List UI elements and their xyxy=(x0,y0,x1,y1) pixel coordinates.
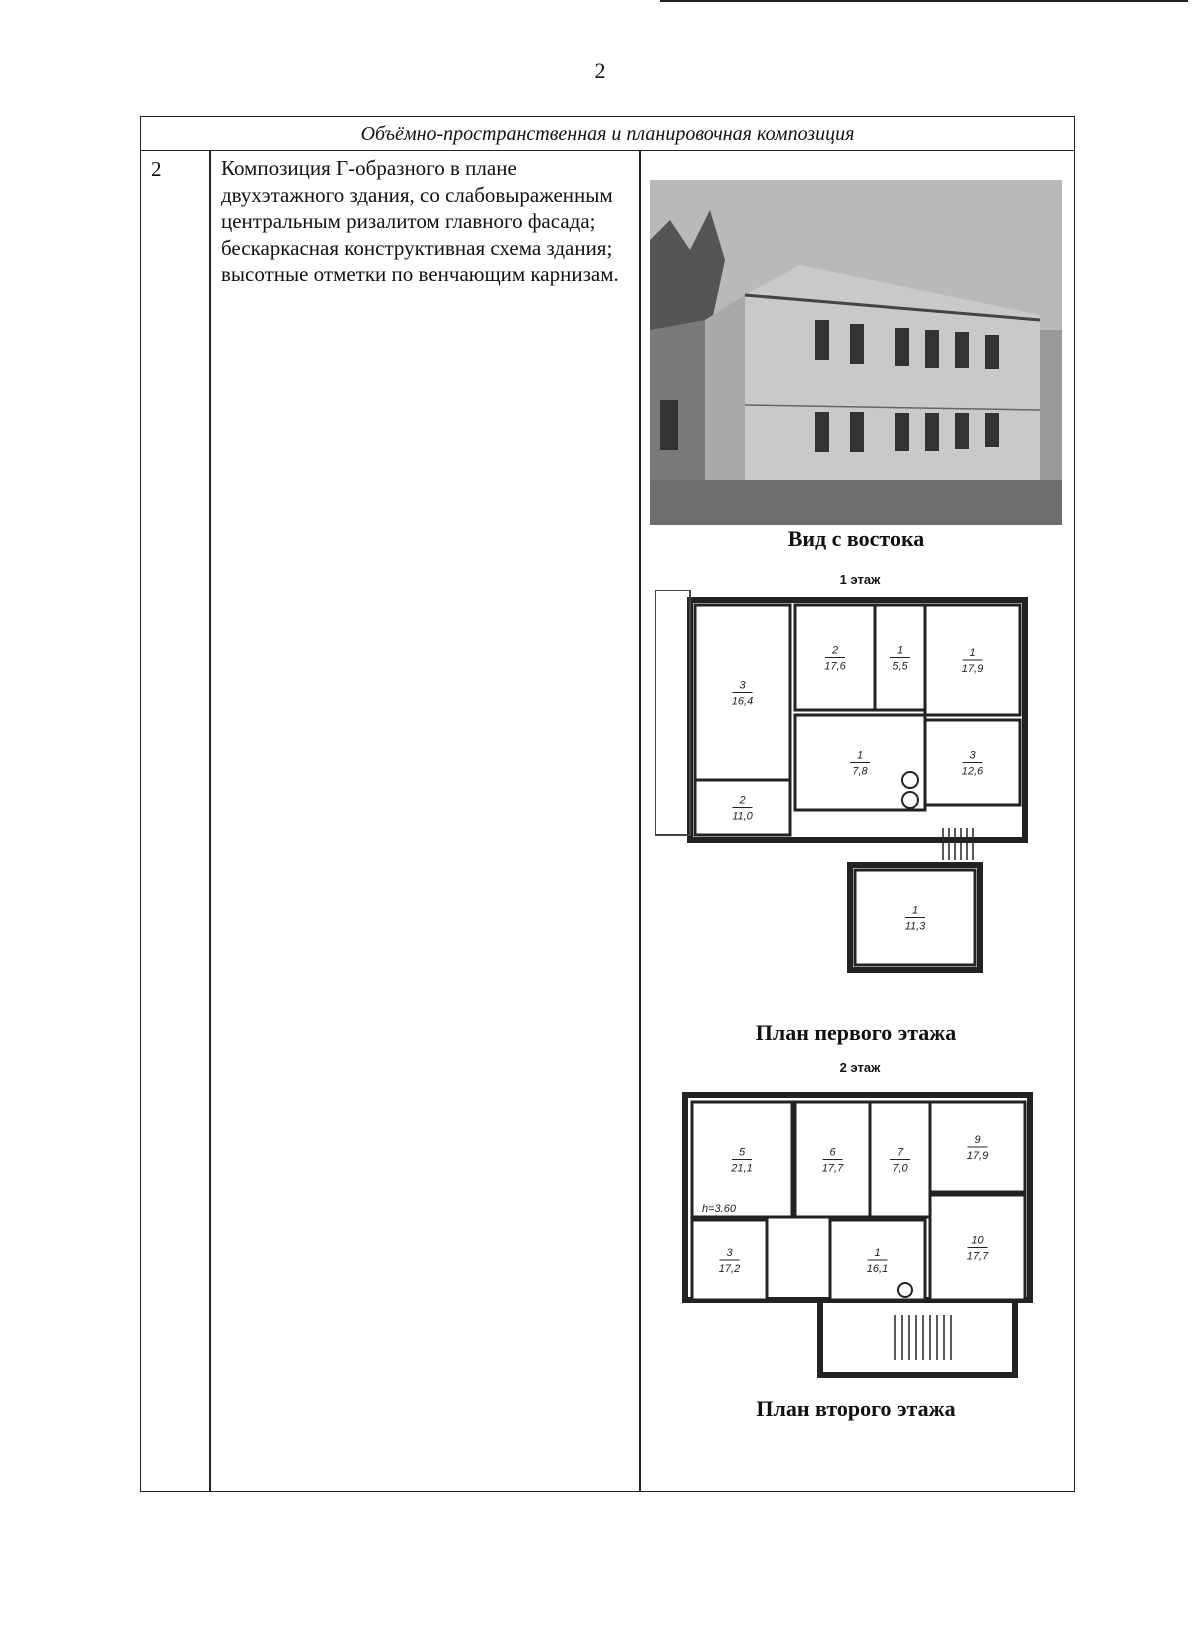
room-area: 21,1 xyxy=(731,1162,753,1175)
row-number: 2 xyxy=(151,157,162,181)
column-divider xyxy=(639,151,641,1491)
plan1-caption: План первого этажа xyxy=(755,1020,957,1045)
room-area: 17,9 xyxy=(966,1150,989,1162)
room-area: 16,4 xyxy=(731,695,754,708)
room-number: 3 xyxy=(969,749,976,762)
room-area: 12,6 xyxy=(961,765,984,778)
plan1-title: 1 этаж xyxy=(839,572,881,587)
plan2-drawing xyxy=(680,1090,1040,1380)
building-photo xyxy=(650,180,1062,525)
row-description: Композиция Г-образного в плане двухэтажного здания, со слабовыраженным центральным ризалитом главного фасада; бескаркасная конструктивная схема здания; высотные отметки по венчающим карнизам. xyxy=(221,156,619,286)
room-number: 3 xyxy=(726,1247,733,1259)
room-area: 11,3 xyxy=(904,920,926,933)
room-number: 7 xyxy=(896,1146,904,1159)
page-number: 2 xyxy=(594,58,606,83)
plan1-drawing xyxy=(655,590,1065,995)
room-area: 17,7 xyxy=(821,1162,844,1175)
room-number: 1 xyxy=(896,644,904,657)
room-number: 6 xyxy=(829,1146,836,1159)
room-area: 7,8 xyxy=(852,765,868,778)
room-number: 1 xyxy=(969,647,976,659)
room-area: 17,9 xyxy=(961,663,984,675)
room-number: 9 xyxy=(974,1134,981,1146)
room-area: 16,1 xyxy=(866,1263,889,1275)
top-rule xyxy=(660,0,1188,2)
column-divider xyxy=(209,151,211,1491)
room-number: 1 xyxy=(874,1247,881,1259)
room-number: 2 xyxy=(739,794,746,807)
plan-wall xyxy=(820,1300,1015,1375)
height-note: h=3.60 xyxy=(702,1203,736,1215)
room-area: 17,7 xyxy=(966,1250,989,1263)
plan2-title: 2 этаж xyxy=(839,1060,881,1075)
plan2-caption: План второго этажа xyxy=(756,1396,956,1421)
room-area: 5,5 xyxy=(892,660,908,673)
table-header: Объёмно-пространственная и планировочная композиция xyxy=(141,117,1074,151)
room-number: 5 xyxy=(738,1146,746,1159)
room-area: 7,0 xyxy=(892,1162,908,1175)
room-area: 17,6 xyxy=(824,660,846,673)
photo-caption: Вид с востока xyxy=(787,526,925,551)
room-area: 11,0 xyxy=(732,810,753,823)
room-number: 1 xyxy=(911,904,919,917)
room-area: 17,2 xyxy=(718,1263,741,1275)
room-number: 3 xyxy=(739,679,746,692)
room-number: 2 xyxy=(831,644,839,657)
room-number: 1 xyxy=(856,749,864,762)
neighbor-wall xyxy=(655,590,690,835)
room-number: 10 xyxy=(971,1234,984,1247)
